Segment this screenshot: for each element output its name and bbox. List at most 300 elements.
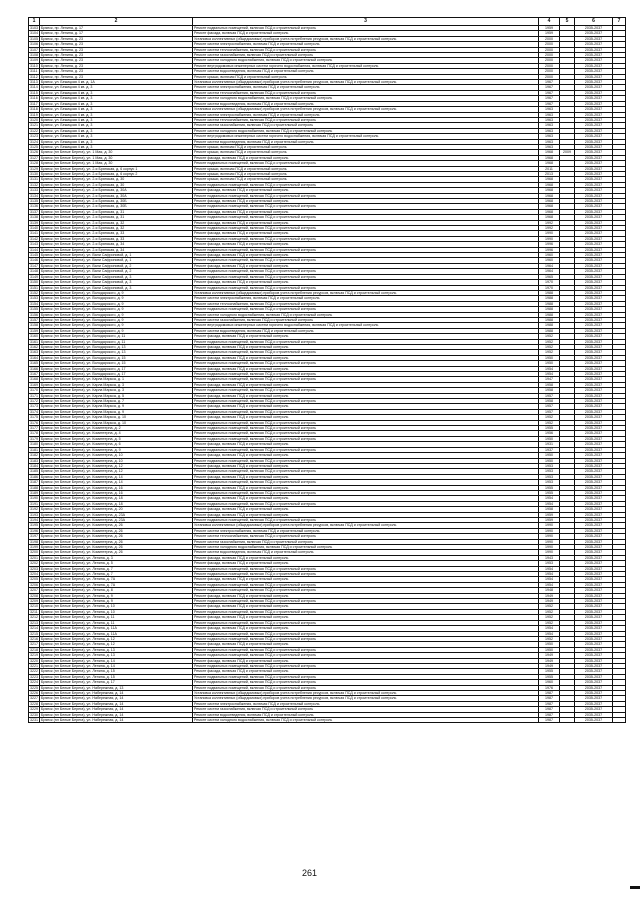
row-number-cell: 3129 (30, 166, 38, 171)
build-year-cell: 1956 (539, 431, 560, 436)
build-year-cell: 1990 (539, 534, 560, 539)
build-year-cell: 1958 (539, 388, 560, 393)
work-type-cell: Ремонт внутридомовых инженерных систем горячего водоснабжения, включая ПСД и строительный контроль (193, 63, 539, 68)
build-year-cell: 1992 (539, 220, 560, 225)
build-year-cell: 1968 (539, 204, 560, 209)
planned-period-cell: 2035-2037 (575, 507, 613, 512)
work-type-cell: Ремонт фасада, включая ПСД и строительный контроль (193, 593, 539, 598)
row-number-cell: 3189 (30, 490, 38, 495)
row-number-cell: 3200 (30, 550, 38, 555)
work-type-cell: Ремонт подвальных помещений, включая ПСД и строительный контроль (193, 388, 539, 393)
work-type-cell: Ремонт подвальных помещений, включая ПСД и строительный контроль (193, 204, 539, 209)
row-number-cell: 3170 (30, 388, 38, 393)
planned-period-cell: 2035-2037 (575, 404, 613, 409)
work-type-cell: Ремонт систем холодного водоснабжения, включая ПСД и строительный контроль (193, 718, 539, 723)
address-cell: Брянск (пл Белые Берега), ул. Володарского, д. 9 (40, 312, 193, 317)
planned-period-cell: 2035-2037 (575, 528, 613, 533)
row-number-cell: 3157 (30, 317, 38, 322)
address-cell: Брянск, ул. Бежицкая 4 кв. д. 3 (40, 90, 193, 95)
work-type-cell: Ремонт фасада, включая ПСД и строительный контроль (193, 155, 539, 160)
work-type-cell: Ремонт систем теплоснабжения, включая ПСД и строительный контроль (193, 90, 539, 95)
planned-period-cell: 2035-2037 (575, 199, 613, 204)
planned-period-cell: 2035-2037 (575, 155, 613, 160)
planned-period-cell: 2035-2037 (575, 599, 613, 604)
build-year-cell: 2000 (539, 69, 560, 74)
row-number-cell: 3219 (30, 653, 38, 658)
address-cell: Брянск, пр. Ленина, д. 23 (40, 47, 193, 52)
row-number-cell: 3216 (30, 636, 38, 641)
work-type-cell: Ремонт подвальных помещений, включая ПСД и строительный контроль (193, 469, 539, 474)
address-cell: Брянск (пл Белые Берега), ул. Ленина, д. 10 (40, 609, 193, 614)
work-type-cell: Ремонт подвальных помещений, включая ПСД и строительный контроль (193, 247, 539, 252)
work-type-cell: Ремонт подвальных помещений, включая ПСД и строительный контроль (193, 609, 539, 614)
address-cell: Брянск (пл Белые Берега), ул. Ленина, д. 14 (40, 658, 193, 663)
row-number-cell: 3121 (30, 123, 38, 128)
planned-period-cell: 2035-2037 (575, 388, 613, 393)
column-header-6: 6 (575, 18, 613, 26)
planned-period-cell: 2035-2037 (575, 58, 613, 63)
address-cell: Брянск (пл Белые Берега), ул. Коминтерна, д. 26 (40, 539, 193, 544)
row-number-cell: 3199 (30, 545, 38, 549)
planned-period-cell: 2035-2037 (575, 96, 613, 101)
address-cell: Брянск (пл Белые Берега), ул. 2-я Брянская, д. 31 (40, 215, 193, 220)
row-number-cell: 3185 (30, 469, 38, 474)
work-type-cell: Ремонт фасада, включая ПСД и строительный контроль (193, 442, 539, 447)
work-type-cell: Ремонт подвальных помещений, включая ПСД и строительный контроль (193, 258, 539, 263)
work-type-cell: Ремонт фасада, включая ПСД и строительный контроль (193, 242, 539, 247)
planned-period-cell: 2035-2037 (575, 139, 613, 144)
work-type-cell: Ремонт систем водоотведения, включая ПСД и строительный контроль (193, 101, 539, 106)
row-number-cell: 3134 (30, 193, 38, 198)
build-year-cell: 1950 (539, 355, 560, 360)
row-number-cell: 3179 (30, 436, 38, 441)
planned-period-cell: 2035-2037 (575, 609, 613, 614)
address-cell: Брянск (пл Белые Берега), ул. 1 Мая, д. 30 (40, 150, 193, 155)
planned-period-cell: 2035-2037 (575, 236, 613, 241)
work-type-cell: Ремонт фасада, включая ПСД и строительный контроль (193, 577, 539, 582)
work-type-cell: Ремонт фасада, включая ПСД и строительный контроль (193, 344, 539, 349)
planned-period-cell: 2035-2037 (575, 166, 613, 171)
row-number-cell: 3130 (30, 171, 38, 176)
planned-period-cell: 2035-2037 (575, 301, 613, 306)
work-type-cell: Ремонт крыши, включая ПСД и строительный контроль (193, 74, 539, 79)
planned-period-cell: 2035-2037 (575, 415, 613, 420)
address-cell: Брянск (пл Белые Берега), ул. 1 Мая, д. 30 (40, 155, 193, 160)
planned-period-cell: 2035-2037 (575, 328, 613, 333)
address-cell: Брянск (пл Белые Берега), ул. Володарского, д. 17 (40, 372, 193, 377)
address-cell: Брянск (пл Белые Берега), ул. Коминтерна, д. 10 (40, 453, 193, 458)
build-year-cell: 1987 (539, 712, 560, 717)
planned-period-cell: 2035-2037 (575, 128, 613, 133)
row-number-cell: 3165 (30, 361, 38, 366)
row-number-cell: 3231 (30, 718, 38, 722)
planned-period-cell: 2035-2037 (575, 572, 613, 577)
work-type-cell: Ремонт фасада, включая ПСД и строительный контроль (193, 393, 539, 398)
planned-period-cell: 2035-2037 (575, 317, 613, 322)
row-number-cell: 3207 (30, 588, 38, 593)
row-number-cell: 3163 (30, 350, 38, 355)
planned-period-cell: 2035-2037 (575, 447, 613, 452)
address-cell: Брянск (пл Белые Берега), ул. Ленина, д. 3 (40, 555, 193, 560)
row-number-cell: 3136 (30, 204, 38, 209)
last-repair-year-cell: 2009 (560, 150, 575, 155)
build-year-cell: 2000 (539, 53, 560, 58)
address-cell: Брянск (пл Белые Берега), ул. Карла Маркса, д. 10 (40, 415, 193, 420)
build-year-cell: 1954 (539, 372, 560, 377)
work-type-cell: Ремонт подвальных помещений, включая ПСД и строительный контроль (193, 647, 539, 652)
row-number-cell: 3177 (30, 426, 38, 431)
row-number-cell: 3196 (30, 528, 38, 533)
planned-period-cell: 2035-2037 (575, 90, 613, 95)
row-number-cell: 3138 (30, 215, 38, 220)
work-type-cell: Ремонт фасада, включая ПСД и строительный контроль (193, 334, 539, 339)
work-type-cell: Ремонт крыши, включая ПСД и строительный контроль (193, 166, 539, 171)
planned-period-cell: 2035-2037 (575, 188, 613, 193)
planned-period-cell: 2035-2037 (575, 296, 613, 301)
planned-period-cell: 2035-2037 (575, 177, 613, 182)
row-number-cell: 3148 (30, 269, 38, 274)
work-type-cell: Ремонт систем теплоснабжения, включая ПСД и строительный контроль (193, 117, 539, 122)
build-year-cell: 1968 (539, 161, 560, 166)
work-type-cell: Ремонт подвальных помещений, включая ПСД и строительный контроль (193, 572, 539, 577)
build-year-cell: 1949 (539, 599, 560, 604)
work-type-cell: Ремонт подвальных помещений, включая ПСД и строительный контроль (193, 436, 539, 441)
row-number-cell: 3195 (30, 523, 38, 528)
address-cell: Брянск (пл Белые Берега), ул. 2-я Брянская, д. 30Б (40, 204, 193, 209)
work-type-cell: Ремонт подвальных помещений, включая ПСД и строительный контроль (193, 447, 539, 452)
build-year-cell: 1957 (539, 393, 560, 398)
row-number-cell: 3184 (30, 463, 38, 468)
planned-period-cell: 2035-2037 (575, 712, 613, 717)
build-year-cell: 1954 (539, 631, 560, 636)
work-type-cell: Ремонт систем водоотведения, включая ПСД и строительный контроль (193, 69, 539, 74)
address-cell: Брянск (пл Белые Берега), ул. Набережная, д. 14 (40, 707, 193, 712)
row-number-cell: 3225 (30, 685, 38, 690)
build-year-cell: 1953 (539, 469, 560, 474)
planned-period-cell: 2035-2037 (575, 350, 613, 355)
work-type-cell: Ремонт подвальных помещений, включая ПСД и строительный контроль (193, 236, 539, 241)
address-cell: Брянск, пр. Ленина, д. 23 (40, 42, 193, 47)
address-cell: Брянск (пл Белые Берега), ул. Коминтерна, д. 26 (40, 545, 193, 550)
row-number-cell: 3106 (30, 42, 38, 47)
row-number-cell: 3111 (29, 69, 40, 74)
build-year-cell: 1950 (539, 642, 560, 647)
build-year-cell: 1963 (539, 117, 560, 122)
build-year-cell: 2011 (539, 166, 560, 171)
planned-period-cell: 2035-2037 (575, 680, 613, 685)
row-number-cell: 3132 (30, 182, 38, 187)
row-number-cell: 3156 (30, 312, 38, 317)
row-number-cell: 3198 (30, 539, 38, 544)
row-number-cell: 3135 (30, 199, 38, 203)
address-cell: Брянск (пл Белые Берега), ул. Коминтерна, д. 18 (40, 501, 193, 506)
address-cell: Брянск (пл Белые Берега), ул. Ленина, д. 7 (40, 572, 193, 577)
build-year-cell: 1968 (539, 177, 560, 182)
row-number-cell: 3217 (30, 642, 38, 647)
build-year-cell: 1952 (539, 636, 560, 641)
build-year-cell: 1968 (539, 155, 560, 160)
work-type-cell: Ремонт подвальных помещений, включая ПСД и строительный контроль (193, 685, 539, 690)
row-number-cell: 3110 (30, 63, 38, 68)
work-type-cell: Установка коллективных (общедомовых) приборов учета потребления ресурсов, включая ПСД и строительный контроль (193, 107, 539, 112)
address-cell: Брянск (пл Белые Берега), ул. Коминтерна, д. 10 (40, 458, 193, 463)
build-year-cell: 1990 (539, 528, 560, 533)
last-repair-year-cell (560, 718, 575, 723)
work-type-cell: Ремонт подвальных помещений, включая ПСД и строительный контроль (193, 350, 539, 355)
build-year-cell: 1988 (539, 317, 560, 322)
address-cell: Брянск, ул. Бежицкая 4 кв. д. 3 (40, 134, 193, 139)
row-number-cell: 3175 (30, 415, 38, 420)
row-number-cell: 3228 (30, 701, 38, 706)
planned-period-cell: 2035-2037 (575, 263, 613, 268)
build-year-cell: 1987 (539, 690, 560, 695)
address-cell: Брянск (пл Белые Берега), ул. Набережная, д. 14 (40, 718, 193, 723)
row-number-cell: 3154 (30, 301, 38, 306)
build-year-cell: 1963 (539, 107, 560, 112)
planned-period-cell: 2035-2037 (575, 117, 613, 122)
row-number-cell: 3141 (30, 231, 38, 236)
row-number-cell: 3211 (30, 609, 38, 614)
row-number-cell: 3117 (30, 101, 38, 106)
row-number-cell: 3218 (30, 647, 38, 652)
build-year-cell: 1967 (539, 85, 560, 90)
build-year-cell: 1959 (539, 31, 560, 36)
work-type-cell: Ремонт подвальных помещений, включая ПСД и строительный контроль (193, 636, 539, 641)
work-type-cell: Ремонт систем водоотведения, включая ПСД и строительный контроль (193, 139, 539, 144)
address-cell: Брянск (пл Белые Берега), ул. 2-я Брянская, д. 30А (40, 193, 193, 198)
row-number-cell: 3108 (30, 53, 38, 58)
planned-period-cell: 2035-2037 (575, 290, 613, 295)
planned-period-cell: 2035-2037 (575, 436, 613, 441)
build-year-cell: 1950 (539, 361, 560, 366)
work-type-cell: Ремонт внутридомовых инженерных систем горячего водоснабжения, включая ПСД и строительный контроль (193, 134, 539, 139)
row-number-cell: 3128 (30, 161, 38, 166)
build-year-cell: 1952 (539, 615, 560, 620)
build-year-cell: 1952 (539, 350, 560, 355)
address-cell: Брянск (пл Белые Берега), ул. 2-я Брянская, д. 30 (40, 177, 193, 182)
build-year-cell: 1937 (539, 447, 560, 452)
build-year-cell: 1949 (539, 663, 560, 668)
work-type-cell: Ремонт подвальных помещений, включая ПСД и строительный контроль (193, 269, 539, 274)
planned-period-cell: 2035-2037 (575, 550, 613, 555)
build-year-cell: 1968 (539, 199, 560, 204)
planned-period-cell: 2035-2037 (575, 26, 613, 31)
work-type-cell: Установка коллективных (общедомовых) приборов учета потребления ресурсов, включая ПСД и строительный контроль (193, 290, 539, 295)
address-cell: Брянск, ул. Бежицкая 4 кв. д. 3 (40, 107, 193, 112)
planned-period-cell: 2035-2037 (575, 247, 613, 252)
address-cell: Брянск (пл Белые Берега), ул. Коминтерна, д. 26 (40, 534, 193, 539)
row-number-cell: 3220 (30, 658, 38, 663)
address-cell: Брянск (пл Белые Берега), ул. Коминтерна, д. 12 (40, 469, 193, 474)
work-type-cell: Ремонт фасада, включая ПСД и строительный контроль (193, 626, 539, 631)
planned-period-cell: 2035-2037 (575, 144, 613, 149)
build-year-cell: 1988 (539, 296, 560, 301)
row-number-cell: 3152 (30, 290, 38, 295)
row-number-cell: 3140 (30, 226, 38, 231)
address-cell: Брянск (пл Белые Берега), ул. Карла Маркса, д. 3 (40, 382, 193, 387)
column-header-4: 4 (539, 18, 560, 26)
work-type-cell: Ремонт подвальных помещений, включая ПСД и строительный контроль (193, 620, 539, 625)
address-cell: Брянск (пл Белые Берега), ул. Ленина, д. 11А (40, 626, 193, 631)
build-year-cell: 1970 (539, 285, 560, 290)
address-cell: Брянск (пл Белые Берега), ул. Володарского, д. 13 (40, 350, 193, 355)
work-type-cell: Ремонт подвальных помещений, включая ПСД и строительный контроль (193, 663, 539, 668)
row-number-cell: 3215 (30, 631, 38, 636)
row-number-cell: 3188 (30, 485, 38, 490)
row-number-cell: 3114 (30, 85, 38, 90)
row-number-cell: 3113 (30, 80, 38, 85)
work-type-cell: Ремонт фасада, включая ПСД и строительный контроль (193, 507, 539, 512)
build-year-cell: 2000 (539, 36, 560, 41)
work-type-cell: Ремонт подвальных помещений, включая ПСД и строительный контроль (193, 161, 539, 166)
build-year-cell: 1953 (539, 480, 560, 485)
column-header-2: 2 (40, 18, 193, 26)
planned-period-cell: 2035-2037 (575, 561, 613, 566)
build-year-cell: 1970 (539, 280, 560, 285)
work-type-cell: Ремонт фасада, включая ПСД и строительный контроль (193, 474, 539, 479)
work-type-cell: Ремонт фасада, включая ПСД и строительный контроль (193, 463, 539, 468)
build-year-cell: 1959 (539, 512, 560, 517)
work-type-cell: Ремонт систем газоснабжения, включая ПСД и строительный контроль (193, 317, 539, 322)
address-cell: Брянск (пл Белые Берега), ул. Коминтерна, д. 2 (40, 426, 193, 431)
address-cell: Брянск (пл Белые Берега), ул. Набережная, д. 14 (40, 701, 193, 706)
address-cell: Брянск (пл Белые Берега), ул. Карла Маркса, д. 5 (40, 393, 193, 398)
work-type-cell: Ремонт фасада, включая ПСД и строительный контроль (193, 658, 539, 663)
work-type-cell: Ремонт подвальных помещений, включая ПСД и строительный контроль (193, 361, 539, 366)
address-cell: Брянск (пл Белые Берега), ул. Ленина, д. 13 (40, 647, 193, 652)
row-number-cell: 3160 (30, 334, 38, 339)
address-cell: Брянск (пл Белые Берега), ул. Ленина, д. 11 (40, 620, 193, 625)
row-number-cell: 3112 (30, 74, 38, 79)
row-number-cell: 3183 (30, 458, 38, 463)
address-cell: Брянск (пл Белые Берега), ул. Коминтерна, д. 9 (40, 447, 193, 452)
work-type-cell: Ремонт систем холодного водоснабжения, включая ПСД и строительный контроль (193, 312, 539, 317)
row-number-cell: 3229 (30, 707, 38, 712)
row-number-cell: 3213 (30, 620, 38, 625)
planned-period-cell: 2035-2037 (575, 231, 613, 236)
planned-period-cell: 2035-2037 (575, 512, 613, 517)
planned-period-cell: 2035-2037 (575, 690, 613, 695)
build-year-cell: 1990 (539, 231, 560, 236)
row-number-cell: 3168 (30, 377, 38, 382)
address-cell: Брянск, пр. Ленина, д. 23 (40, 74, 193, 79)
work-type-cell: Установка коллективных (общедомовых) приборов учета потребления ресурсов, включая ПСД и строительный контроль (193, 36, 539, 41)
planned-period-cell: 2035-2037 (575, 588, 613, 593)
build-year-cell: 1965 (539, 274, 560, 279)
work-type-cell: Ремонт подвальных помещений, включая ПСД и строительный контроль (193, 409, 539, 414)
row-number-cell: 3203 (30, 566, 38, 571)
row-number-cell: 3133 (30, 188, 38, 193)
build-year-cell: 1968 (539, 193, 560, 198)
address-cell: Брянск (пл Белые Берега), ул. Вали Сафроновой, д. 1 (40, 258, 193, 263)
address-cell: Брянск (пл Белые Берега), ул. 2-я Брянская, д. 33 (40, 236, 193, 241)
address-cell: Брянск (пл Белые Берега), ул. Ленина, д. 5 (40, 561, 193, 566)
address-cell: Брянск (пл Белые Берега), ул. Карла Маркса, д. 7 (40, 399, 193, 404)
work-type-cell: Ремонт подвальных помещений, включая ПСД и строительный контроль (193, 285, 539, 290)
work-type-cell: Ремонт фасада, включая ПСД и строительный контроль (193, 209, 539, 214)
address-cell: Брянск (пл Белые Берега), ул. Ленина, д. 11А (40, 631, 193, 636)
planned-period-cell: 2035-2037 (575, 269, 613, 274)
address-cell: Брянск (пл Белые Берега), ул. Коминтерна, д. 14 (40, 474, 193, 479)
row-number-cell: 3151 (30, 285, 38, 290)
row-number-cell: 3187 (30, 480, 38, 485)
row-number-cell: 3192 (30, 507, 38, 512)
planned-period-cell: 2035-2037 (575, 134, 613, 139)
address-cell: Брянск, ул. Бежицкая 4 кв. д. 3 (40, 112, 193, 117)
row-number-cell: 3164 (30, 355, 38, 360)
row-number-cell: 3212 (30, 615, 38, 620)
row-number-cell: 3230 (30, 712, 38, 717)
planned-period-cell: 2035-2037 (575, 323, 613, 328)
work-type-cell: Ремонт фасада, включая ПСД и строительный контроль (193, 453, 539, 458)
work-type-cell: Ремонт фасада, включая ПСД и строительный контроль (193, 555, 539, 560)
planned-period-cell: 2035-2037 (575, 377, 613, 382)
build-year-cell: 1954 (539, 572, 560, 577)
work-type-cell: Ремонт подвальных помещений, включая ПСД и строительный контроль (193, 582, 539, 587)
planned-period-cell: 2035-2037 (575, 274, 613, 279)
planned-period-cell: 2035-2037 (575, 615, 613, 620)
address-cell: Брянск (пл Белые Берега), ул. Ленина, д. 7 (40, 566, 193, 571)
table-row (29, 718, 626, 723)
row-number-cell: 3209 (30, 599, 38, 604)
address-cell: Брянск (пл Белые Берега), ул. Ленина, д. 15 (40, 674, 193, 679)
planned-period-cell: 2035-2037 (575, 566, 613, 571)
work-type-cell: Ремонт внутридомовых инженерных систем горячего водоснабжения, включая ПСД и строительный контроль (193, 323, 539, 328)
row-number-cell: 3146 (30, 258, 38, 263)
work-type-cell: Ремонт подвальных помещений, включая ПСД и строительный контроль (193, 226, 539, 231)
work-type-cell: Ремонт систем газоснабжения, включая ПСД и строительный контроль (193, 123, 539, 128)
row-number-cell: 3204 (30, 572, 38, 577)
build-year-cell: 1952 (539, 620, 560, 625)
row-number-cell: 3191 (30, 501, 38, 506)
work-type-cell: Ремонт крыши, включая ПСД и строительный контроль (193, 144, 539, 149)
work-type-cell: Ремонт подвальных помещений, включая ПСД и строительный контроль (193, 653, 539, 658)
build-year-cell: 1968 (539, 209, 560, 214)
planned-period-cell: 2035-2037 (575, 685, 613, 690)
planned-period-cell: 2035-2037 (575, 47, 613, 52)
work-type-cell: Ремонт фасада, включая ПСД и строительный контроль (193, 253, 539, 258)
build-year-cell: 1968 (539, 182, 560, 187)
work-type-cell: Ремонт фасада, включая ПСД и строительный контроль (193, 512, 539, 517)
work-type-cell: Ремонт подвальных помещений, включая ПСД и строительный контроль (193, 588, 539, 593)
address-cell: Брянск (пл Белые Берега), ул. Вали Сафроновой, д. 3 (40, 280, 193, 285)
column-header-3: 3 (193, 18, 539, 26)
planned-period-cell: 2035-2037 (575, 545, 613, 550)
work-type-cell: Установка коллективных (общедомовых) приборов учета потребления ресурсов, включая ПСД и строительный контроль (193, 80, 539, 85)
work-type-cell: Ремонт систем электроснабжения, включая ПСД и строительный контроль (193, 701, 539, 706)
row-number-cell: 3127 (30, 155, 38, 160)
address-cell: Брянск (пл Белые Берега), ул. Володарского, д. 9 (40, 317, 193, 322)
address-cell: Брянск (пл Белые Берега), ул. Володарского, д. 15 (40, 361, 193, 366)
row-number-cell: 3181 (30, 447, 38, 452)
row-number-cell: 3137 (30, 209, 38, 214)
address-cell: Брянск, ул. Бежицкая 4 кв. д. 3 (40, 144, 193, 149)
build-year-cell: 1992 (539, 226, 560, 231)
work-type-cell: Ремонт фасада, включая ПСД и строительный контроль (193, 263, 539, 268)
planned-period-cell: 2035-2037 (575, 242, 613, 247)
planned-period-cell: 2035-2037 (575, 501, 613, 506)
row-number-cell: 3131 (30, 177, 38, 182)
work-type-cell: Ремонт подвальных помещений, включая ПСД и строительный контроль (193, 274, 539, 279)
build-year-cell: 1963 (539, 123, 560, 128)
planned-period-cell: 2035-2037 (575, 80, 613, 85)
column-header-5: 5 (560, 18, 575, 26)
build-year-cell: 1952 (539, 334, 560, 339)
address-cell: Брянск (пл Белые Берега), ул. Ленина, д. 15 (40, 669, 193, 674)
row-number-cell: 3176 (30, 420, 38, 425)
address-cell: Брянск (пл Белые Берега), ул. Карла Маркса, д. 1 (40, 377, 193, 382)
build-year-cell: 1954 (539, 366, 560, 371)
